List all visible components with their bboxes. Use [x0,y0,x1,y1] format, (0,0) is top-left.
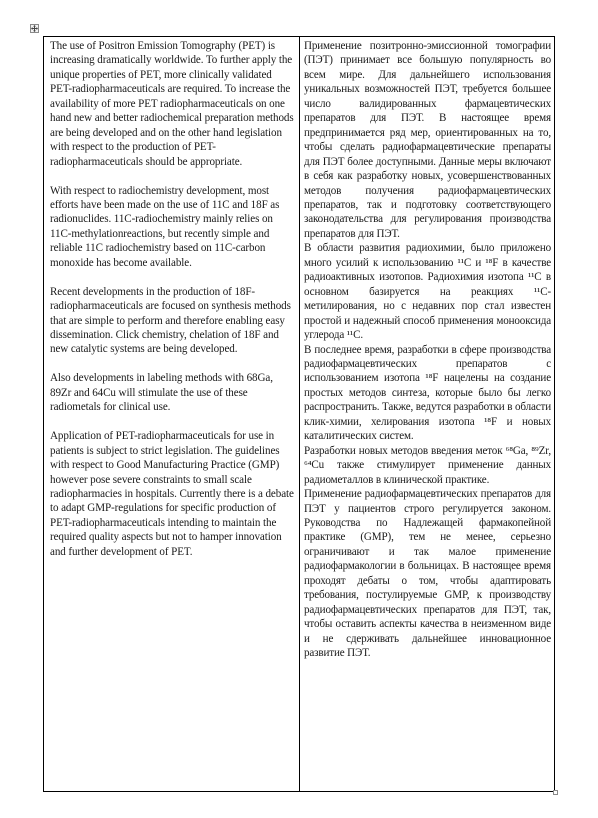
english-paragraph: The use of Positron Emission Tomography (PET) is increasing dramatically worldwide. To further apply the unique properties of PET, more clinically validated PET-radiopharmaceuticals are required. To increase the availability of more PET radiopharmaceuticals on one hand new and better radiochemical preparation methods are being developed and on the other hand legislation with respect to the production of PET-radiopharmaceuticals should be appropriate. [50,40,294,168]
russian-paragraph: Применение радиофармацевтических препаратов для ПЭТ у пациентов строго регулируется законом. Руководства по Надлежащей фармакопейной практике (GMP), тем не менее, серьезно ограничивают и так малое применение радиофармакологии в больницах. В настоящее время проходят дебаты о том, чтобы адаптировать требования, постулируемые GMP, к производству радиофармацевтических препаратов для ПЭТ, так, чтобы оставить аспекты качества в неизменном виде и не сдерживать дальнейшее инновационное развитие ПЭТ. [304,488,551,660]
russian-column[interactable] [300,37,554,791]
table-resize-handle-icon[interactable] [553,790,558,795]
russian-paragraph: В области развития радиохимии, было приложено много усилий к использованию ¹¹C и ¹⁸F в качестве радиоактивных изотопов. Радиохимия изотопа ¹¹C в основном базируется на реакциях ¹¹C-метилирования, но с недавних пор стал известен простой и надежный способ применения монооксида углерода ¹¹C. [304,242,551,342]
english-paragraph: Application of PET-radiopharmaceuticals for use in patients is subject to strict legislation. The guidelines with respect to Good Manufacturing Practice (GMP) however pose severe constraints to small scale radiopharmacies in hospitals. Currently there is a debate to adapt GMP-regulations for specific production of PET-radiopharmaceuticals intending to maintain the required quality aspects but not to hamper innovation and further development of PET. [50,430,294,558]
bilingual-table [43,36,555,792]
english-paragraph: Recent developments in the production of 18F-radiopharmaceuticals are focused on synthesis methods that are simple to perform and therefore enabling easy dissemination. Click chemistry, chelation of 18F and new catalytic systems are being developed. [50,285,291,356]
english-paragraph: Also developments in labeling methods with 68Ga, 89Zr and 64Cu will stimulate the use of these radiometals for clinical use. [50,372,273,414]
russian-paragraph: В последнее время, разработки в сфере производства радиофармацевтических препаратов с использованием изотопа ¹⁸F нацелены на создание простых методов синтеза, которые было бы легко распространить. Также, ведутся разработки в области клик-химии, хелирования изотопа ¹⁸F и новых каталитических систем. [304,343,551,443]
english-column[interactable] [44,37,300,791]
russian-paragraph: Применение позитронно-эмиссионной томографии (ПЭТ) принимает все большую популярность во всем мире. Для дальнейшего использования уникальных возможностей ПЭТ, требуется большее число валидированных фармацевтических препаратов для ПЭТ. В настоящее время предпринимается ряд мер, ориентированных на то, чтобы сделать радиофармацевтические препараты для ПЭТ более доступными. Данные меры включают в себя как разработку новых, усовершенствованных методов получения радиофармацевтических препаратов, так и подготовку соответствующего законодательства для регулирования производства препаратов для ПЭТ. [304,40,551,240]
english-paragraph: With respect to radiochemistry development, most efforts have been made on the use of 11C and 18F as radionuclides. 11C-radiochemistry mainly relies on 11C-methylationreactions, but recently simple and reliable 11C radiochemistry based on 11C-carbon monoxide has become available. [50,184,280,269]
russian-paragraph: Разработки новых методов введения меток ⁶⁸Ga, ⁸⁹Zr, ⁶⁴Cu также стимулирует применение данных радиометаллов в клинической практике. [304,444,551,486]
text-cursor [554,38,555,50]
table-move-handle-icon[interactable] [30,24,39,33]
